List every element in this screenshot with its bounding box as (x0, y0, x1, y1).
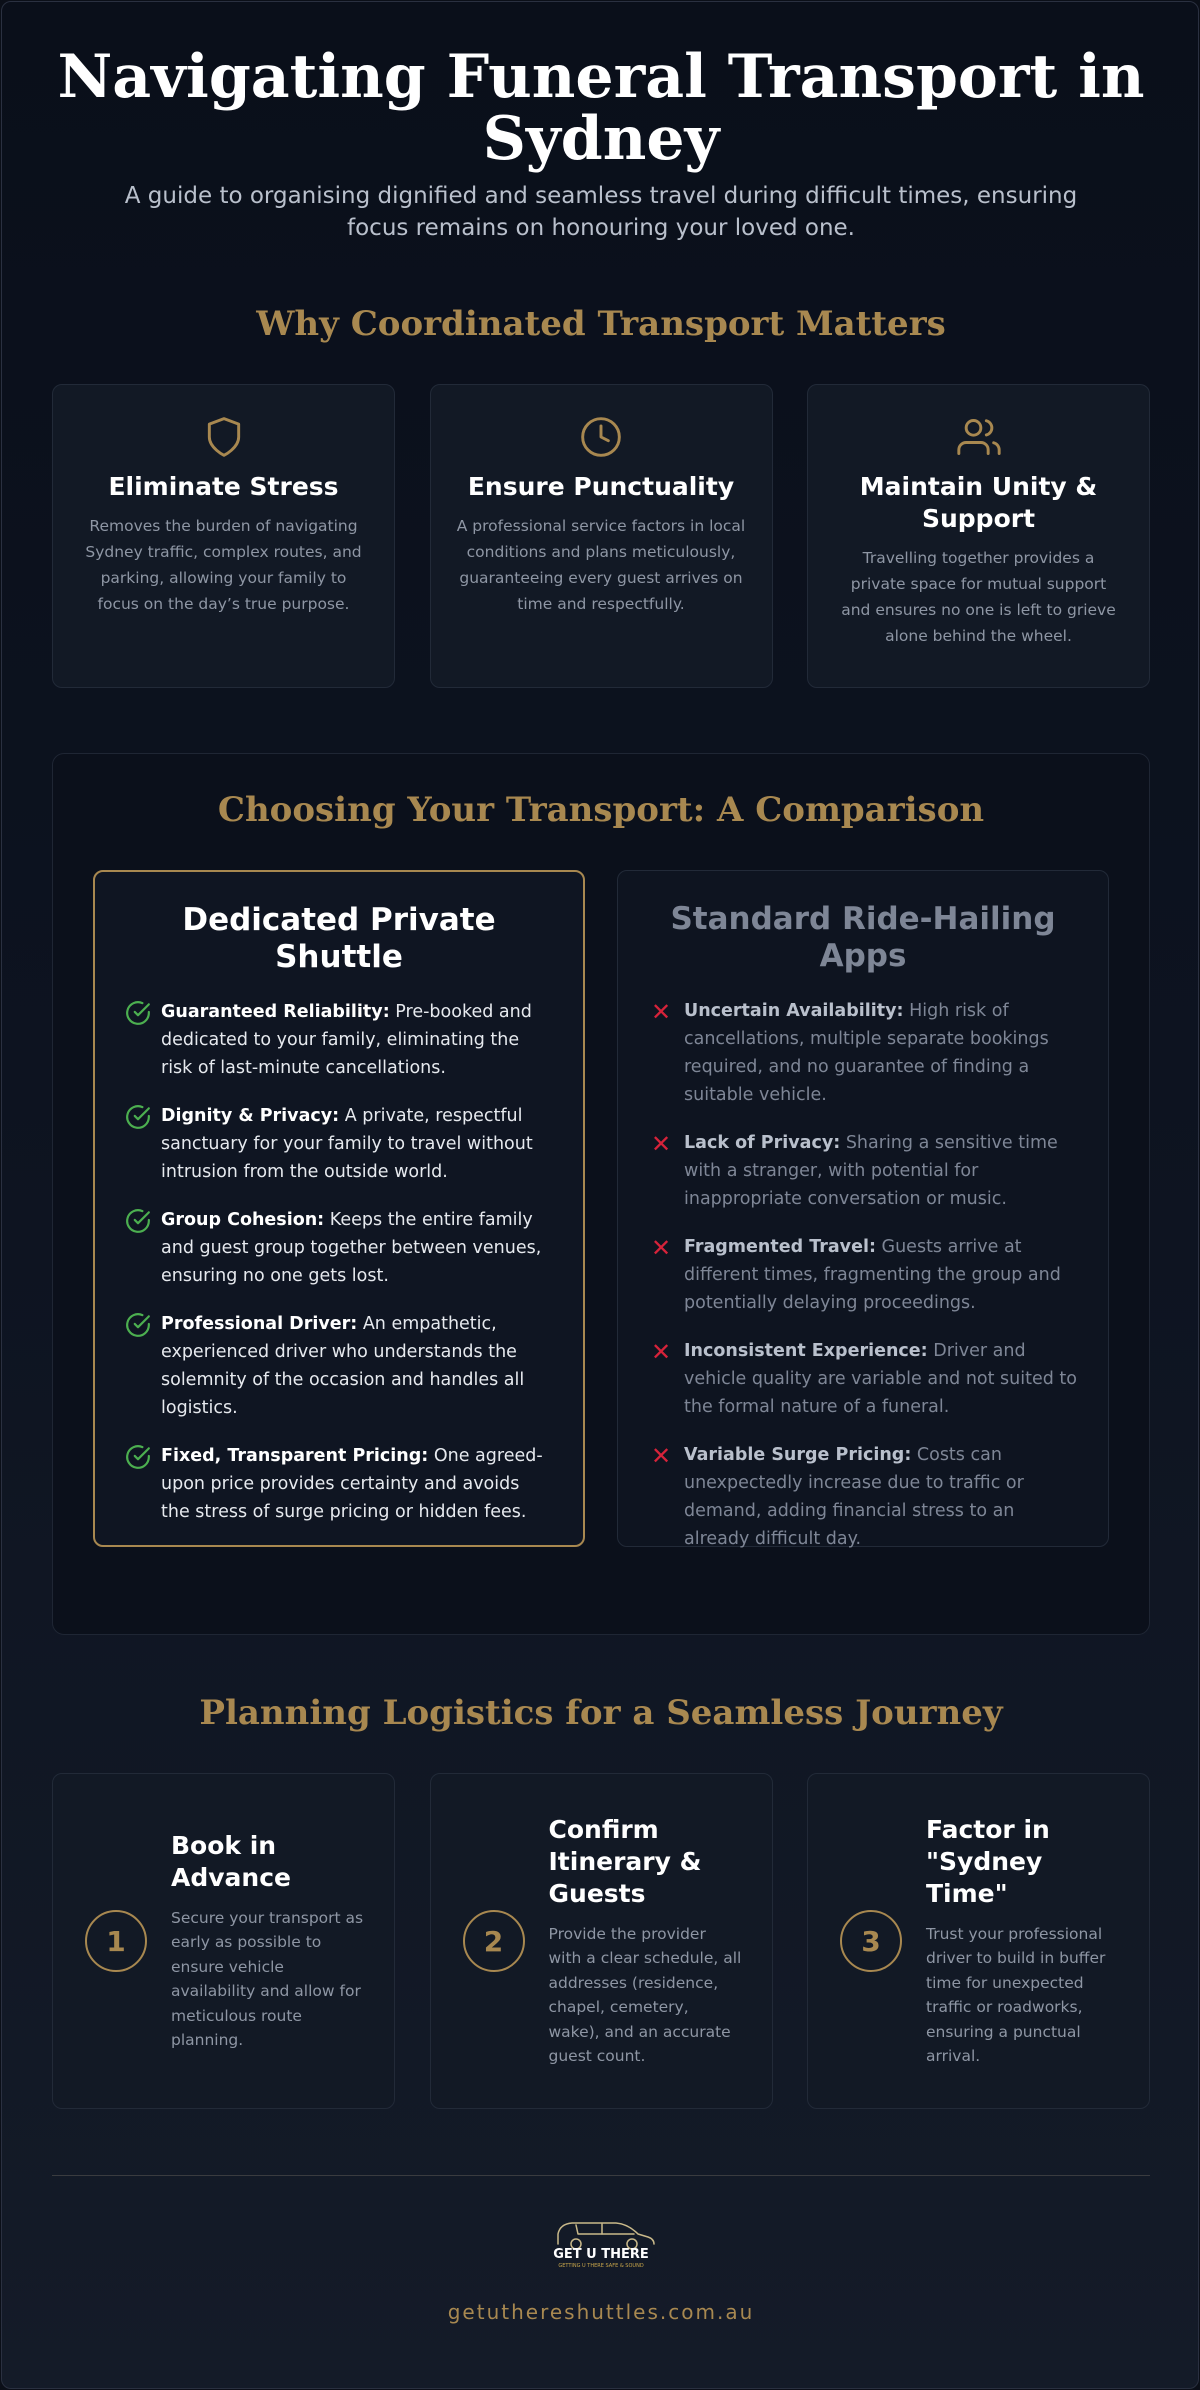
step-card (807, 1773, 1150, 2109)
item-label: Lack of Privacy: (684, 1133, 841, 1153)
shuttle-benefit-item (125, 998, 553, 1082)
check-circle-icon (125, 1208, 151, 1234)
step-title: Book in Advance (171, 1830, 291, 1892)
comparison-panel (52, 753, 1150, 1635)
step-description: Trust your professional driver to build in buffer time for unexpected traffic or roadworks, ensuring a punctual arrival. (926, 1924, 1106, 2065)
item-label: Group Cohesion: (161, 1210, 325, 1230)
rideshare-drawback-item (648, 1441, 1078, 1553)
item-description: An empathetic, experienced driver who understands the solemnity of the occasion and handles all logistics. (161, 1314, 525, 1418)
shuttle-column-title: Dedicated Private Shuttle (182, 902, 496, 975)
item-text (161, 1442, 553, 1526)
shuttle-benefit-item (125, 1206, 553, 1290)
x-icon: ✕ (650, 1130, 672, 1158)
check-circle-icon (125, 1000, 151, 1026)
rideshare-column-title: Standard Ride-Hailing Apps (670, 901, 1056, 974)
infographic (1, 1, 1199, 2389)
users-icon (957, 415, 1001, 459)
rideshare-drawback-item (648, 1337, 1078, 1421)
item-text (161, 1206, 553, 1290)
step-number: 3 (840, 1910, 902, 1972)
steps-row (52, 1773, 1150, 2109)
x-icon: ✕ (650, 1442, 672, 1470)
x-icon: ✕ (650, 998, 672, 1026)
benefits-row (52, 384, 1150, 688)
benefit-card-stress (52, 384, 395, 688)
item-description: A private, respectful sanctuary for your family to travel without intrusion from the outside world. (161, 1106, 533, 1182)
benefit-title: Eliminate Stress (108, 472, 339, 501)
why-section-title: Why Coordinated Transport Matters (256, 304, 946, 344)
get-u-there-logo (536, 2212, 666, 2272)
logistics-section-title: Planning Logistics for a Seamless Journey (199, 1693, 1003, 1733)
item-text (684, 1129, 1078, 1213)
benefit-card-punctuality (430, 384, 773, 688)
item-description: Costs can unexpectedly increase due to traffic or demand, adding financial stress to an already difficult day. (684, 1445, 1024, 1549)
check-circle-icon (125, 1444, 151, 1470)
item-text (684, 1233, 1078, 1317)
shuttle-benefits-list (125, 998, 553, 1526)
item-text (161, 1310, 553, 1422)
page-title: Navigating Funeral Transport in Sydney (57, 42, 1145, 174)
step-number: 1 (85, 1910, 147, 1972)
item-text (684, 997, 1078, 1109)
shuttle-benefit-item (125, 1442, 553, 1526)
step-description: Secure your transport as early as possible to ensure vehicle availability and allow for meticulous route planning. (171, 1908, 364, 2049)
rideshare-drawback-item (648, 1233, 1078, 1317)
step-card (52, 1773, 395, 2109)
item-description: One agreed-upon price provides certainty and avoids the stress of surge pricing or hidden fees. (161, 1446, 543, 1522)
website-link[interactable]: getuthereshuttles.com.au (447, 2300, 755, 2324)
x-icon: ✕ (650, 1338, 672, 1366)
comparison-title: Choosing Your Transport: A Comparison (217, 790, 985, 830)
item-label: Professional Driver: (161, 1314, 358, 1334)
shuttle-benefit-item (125, 1310, 553, 1422)
benefit-card-unity (807, 384, 1150, 688)
item-label: Guaranteed Reliability: (161, 1002, 390, 1022)
shuttle-benefit-item (125, 1102, 553, 1186)
shield-icon (202, 415, 246, 459)
comparison-columns (93, 870, 1109, 1547)
item-description: Pre-booked and dedicated to your family, eliminating the risk of last-minute cancellations. (161, 1002, 532, 1078)
benefit-title: Maintain Unity & Support (859, 472, 1098, 533)
clock-icon (579, 415, 623, 459)
benefit-description: Travelling together provides a private space for mutual support and ensures no one is left to grieve alone behind the wheel. (841, 549, 1116, 645)
benefit-description: A professional service factors in local conditions and plans meticulously, guaranteeing every guest arrives on time and respectfully. (456, 517, 746, 613)
step-number: 2 (463, 1910, 525, 1972)
item-label: Variable Surge Pricing: (684, 1445, 912, 1465)
step-title: Confirm Itinerary & Guests (548, 1814, 702, 1908)
rideshare-drawback-item (648, 997, 1078, 1109)
x-icon: ✕ (650, 1234, 672, 1262)
item-text (684, 1337, 1078, 1421)
rideshare-drawbacks-list (648, 997, 1078, 1553)
check-circle-icon (125, 1104, 151, 1130)
item-description: High risk of cancellations, multiple separate bookings required, and no guarantee of finding a suitable vehicle. (684, 1001, 1049, 1105)
item-text (161, 1102, 553, 1186)
step-title: Factor in "Sydney Time" (926, 1814, 1050, 1908)
logo-tagline: GETTING U THERE SAFE & SOUND (558, 2263, 644, 2269)
step-description: Provide the provider with a clear schedule, all addresses (residence, chapel, cemetery, wake), and an accurate guest count. (548, 1924, 742, 2065)
infographic-content (52, 2, 1150, 2324)
item-description: Sharing a sensitive time with a stranger, with potential for inappropriate conversation or music. (684, 1133, 1058, 1209)
item-description: Keeps the entire family and guest group together between venues, ensuring no one gets lost. (161, 1210, 542, 1286)
footer-divider (52, 2175, 1150, 2176)
shuttle-column (93, 870, 585, 1547)
item-description: Driver and vehicle quality are variable and not suited to the formal nature of a funeral. (684, 1341, 1077, 1417)
item-description: Guests arrive at different times, fragmenting the group and potentially delaying proceedings. (684, 1237, 1061, 1313)
item-label: Uncertain Availability: (684, 1001, 904, 1021)
item-text (161, 998, 553, 1082)
benefit-title: Ensure Punctuality (467, 472, 735, 501)
step-card (430, 1773, 773, 2109)
item-label: Fixed, Transparent Pricing: (161, 1446, 429, 1466)
item-label: Inconsistent Experience: (684, 1341, 928, 1361)
item-label: Dignity & Privacy: (161, 1106, 340, 1126)
page-subtitle: A guide to organising dignified and seamless travel during difficult times, ensuring focus remains on honouring your loved one. (124, 183, 1078, 241)
rideshare-drawback-item (648, 1129, 1078, 1213)
item-text (684, 1441, 1078, 1553)
rideshare-column (617, 870, 1109, 1547)
check-circle-icon (125, 1312, 151, 1338)
benefit-description: Removes the burden of navigating Sydney traffic, complex routes, and parking, allowing your family to focus on the day’s true purpose. (85, 517, 362, 613)
item-label: Fragmented Travel: (684, 1237, 876, 1257)
logo-text: GET U THERE (553, 2247, 649, 2262)
